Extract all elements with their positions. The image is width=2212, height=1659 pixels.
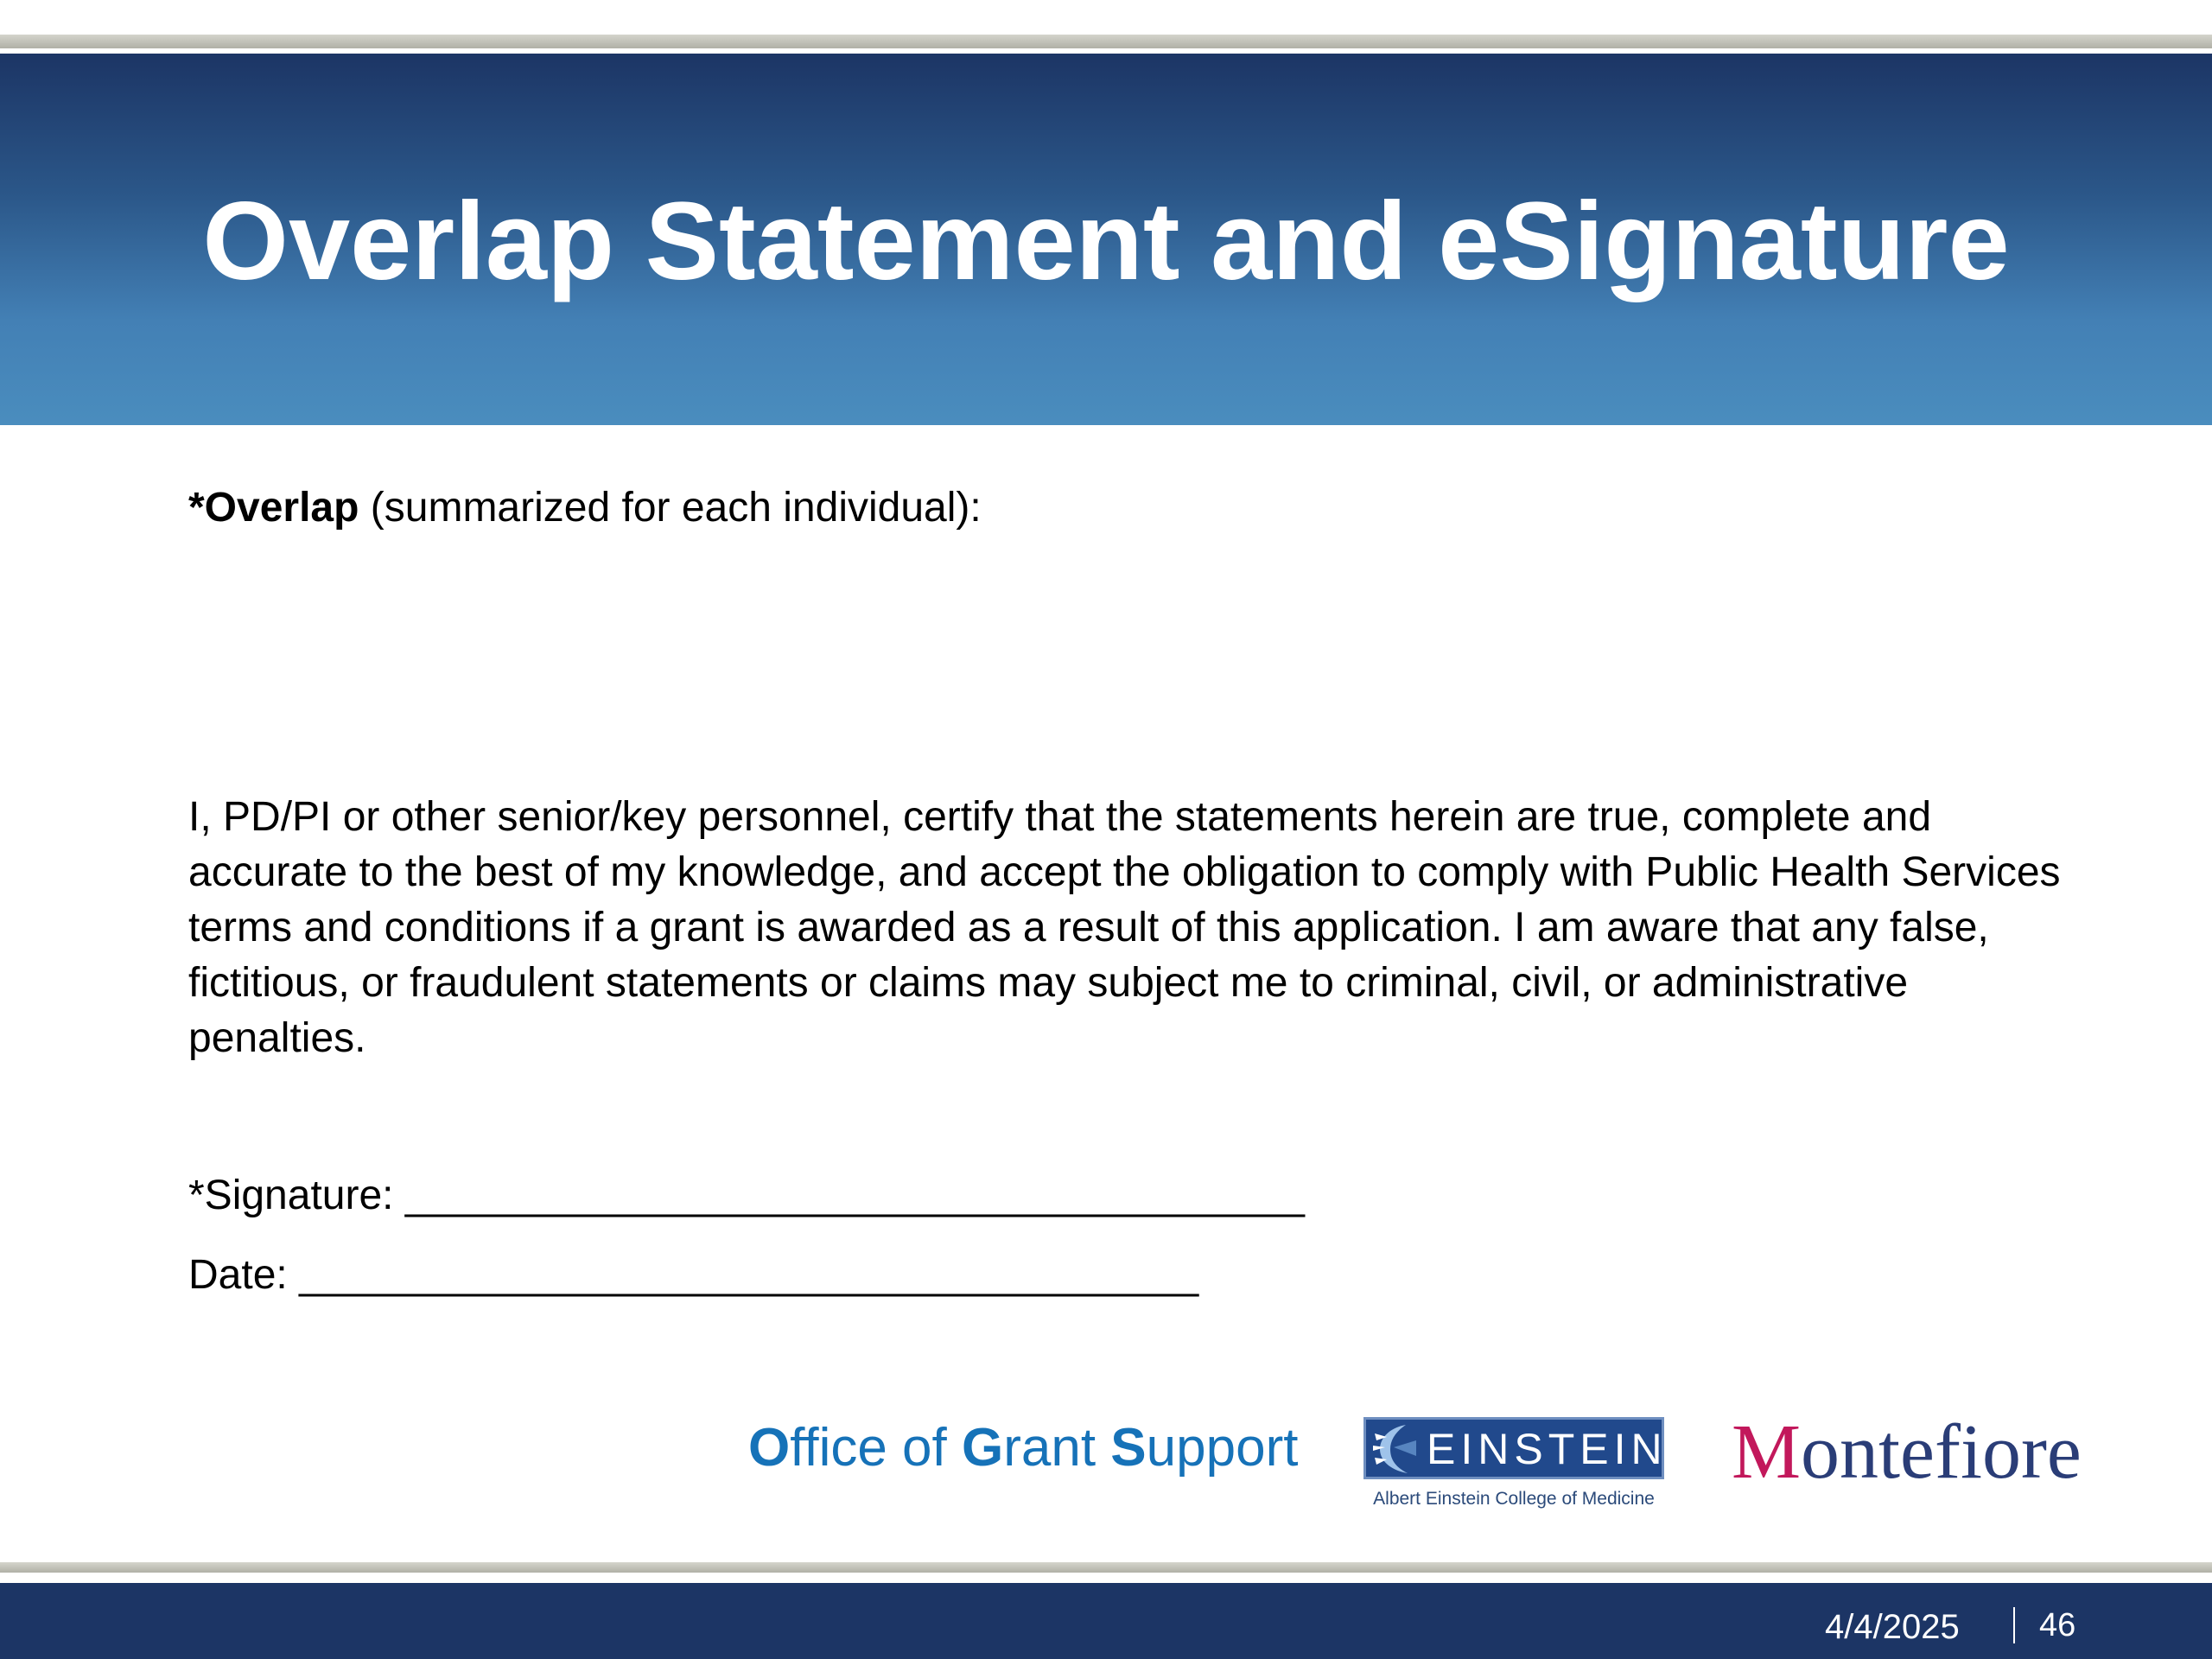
einstein-subtitle: Albert Einstein College of Medicine xyxy=(1373,1489,1655,1509)
signature-label: *Signature: xyxy=(188,1173,405,1218)
montefiore-letter-m: M xyxy=(1732,1409,1802,1495)
montefiore-logo xyxy=(1732,1407,2082,1498)
overlap-label: *Overlap xyxy=(188,485,359,531)
overlap-heading xyxy=(188,480,982,536)
overlap-note: (summarized for each individual): xyxy=(359,485,982,531)
einstein-logo-box xyxy=(1363,1417,1668,1479)
slide-title: Overlap Statement and eSignature xyxy=(202,180,2010,303)
certification-statement: I, PD/PI or other senior/key personnel, certify that the statements herein are true, complete and accurate to the best of my knowledge, and accept the obligation to comply with Public Health Services terms and conditions if a grant is awarded as a result of this application. I am aware that any false, fictitious, or fraudulent statements or claims may subject me to criminal, civil, or administrative penalties. xyxy=(188,794,2061,1061)
slide-number: 46 xyxy=(2039,1607,2076,1643)
ogs-letter-g: G xyxy=(961,1418,1004,1478)
einstein-wordmark: EINSTEIN xyxy=(1427,1425,1668,1473)
footer-date: 4/4/2025 xyxy=(1825,1608,1960,1646)
date-label: Date: xyxy=(188,1252,300,1298)
ogs-word-grant: rant xyxy=(1003,1418,1111,1478)
date-blank: _______________________________________ xyxy=(299,1252,1199,1298)
montefiore-word-rest: ontefiore xyxy=(1801,1409,2082,1495)
einstein-emblem-icon xyxy=(1368,1421,1421,1477)
einstein-logo xyxy=(1363,1417,1668,1512)
signature-blank: _______________________________________ xyxy=(404,1173,1305,1218)
footer-divider xyxy=(2013,1607,2015,1643)
ogs-word-support: upport xyxy=(1146,1418,1299,1478)
signature-line xyxy=(188,1168,1305,1224)
bottom-rule xyxy=(0,1562,2212,1573)
ogs-letter-o: O xyxy=(748,1418,791,1478)
ogs-letter-s: S xyxy=(1110,1418,1147,1478)
top-rule xyxy=(0,35,2212,48)
office-of-grant-support-logo xyxy=(748,1415,1298,1481)
ogs-word-office: ffice of xyxy=(790,1418,962,1478)
date-line xyxy=(188,1248,1198,1303)
